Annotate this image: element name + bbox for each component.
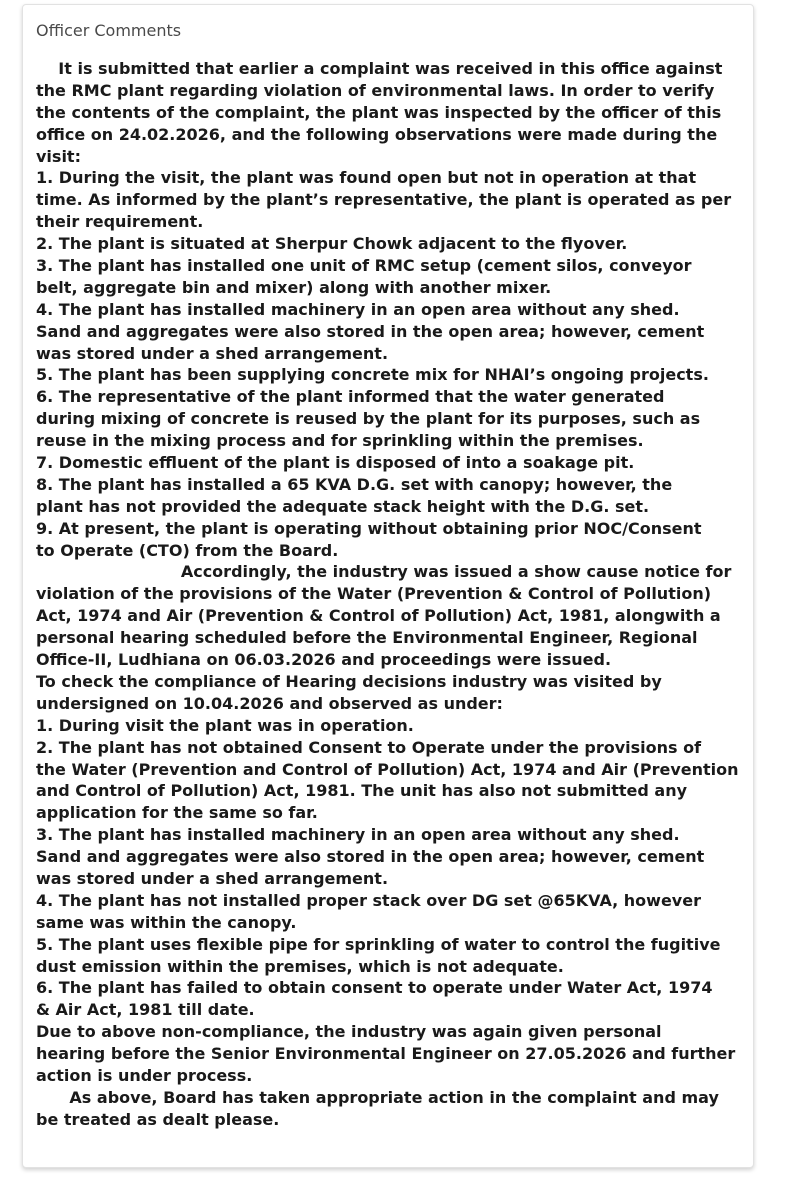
comment-line: time. As informed by the plant’s representative, the plant is operated as per [36,190,732,210]
comment-line: Sand and aggregates were also stored in the open area; however, cement [36,847,705,867]
comment-line: 1. During the visit, the plant was found open but not in operation at that [36,168,697,188]
comment-line: & Air Act, 1981 till date. [36,1000,255,1020]
comment-line: belt, aggregate bin and mixer) along with another mixer. [36,277,552,297]
comment-line: 3. The plant has installed one unit of RMC setup (cement silos, conveyor [36,256,692,276]
comment-line: 1. During visit the plant was in operation. [36,715,414,735]
officer-comments-title: Officer Comments [36,21,182,40]
comment-line: Sand and aggregates were also stored in the open area; however, cement [36,321,705,341]
officer-comments-text [36,58,748,1131]
comment-line: during mixing of concrete is reused by the plant for its purposes, such as [36,409,701,429]
comment-line: and Control of Pollution) Act, 1981. The unit has also not submitted any [36,781,688,801]
comment-line: 7. Domestic effluent of the plant is disposed of into a soakage pit. [36,453,635,473]
comment-line: 3. The plant has installed machinery in an open area without any shed. [36,825,680,845]
comment-line: 5. The plant has been supplying concrete mix for NHAI’s ongoing projects. [36,365,709,385]
comment-line: To check the compliance of Hearing decisions industry was visited by [36,671,662,691]
comment-line: was stored under a shed arrangement. [36,868,389,888]
comment-line: undersigned on 10.04.2026 and observed as under: [36,693,503,713]
comment-line: 6. The plant has failed to obtain consent to operate under Water Act, 1974 [36,978,713,998]
comment-line: 2. The plant has not obtained Consent to Operate under the provisions of [36,737,702,757]
comment-line: action is under process. [36,1065,253,1085]
comment-line: dust emission within the premises, which is not adequate. [36,956,564,976]
comment-line: the RMC plant regarding violation of environmental laws. In order to verify [36,80,715,100]
comment-line: application for the same so far. [36,803,318,823]
comment-line: 4. The plant has installed machinery in an open area without any shed. [36,299,680,319]
comment-line: reuse in the mixing process and for sprinkling within the premises. [36,431,644,451]
officer-comments-card [22,4,754,1168]
comment-line: Due to above non-compliance, the industry was again given personal [36,1022,662,1042]
comment-line: their requirement. [36,212,204,232]
comment-line: same was within the canopy. [36,912,297,932]
comment-line: 5. The plant uses flexible pipe for sprinkling of water to control the fugitive [36,934,721,954]
comment-line: It is submitted that earlier a complaint was received in this office against [36,59,723,78]
comment-line: 4. The plant has not installed proper stack over DG set @65KVA, however [36,890,701,910]
comment-line: As above, Board has taken appropriate action in the complaint and may [36,1087,719,1107]
comment-line: 8. The plant has installed a 65 KVA D.G. set with canopy; however, the [36,474,673,494]
comment-line: Accordingly, the industry was issued a show cause notice for [36,562,732,582]
comment-line: Office-II, Ludhiana on 06.03.2026 and proceedings were issued. [36,650,612,670]
comment-line: 9. At present, the plant is operating without obtaining prior NOC/Consent [36,518,702,538]
comment-line: was stored under a shed arrangement. [36,343,389,363]
comment-line: visit: [36,146,81,166]
comment-line: be treated as dealt please. [36,1109,280,1129]
comment-line: the Water (Prevention and Control of Pollution) Act, 1974 and Air (Prevention [36,759,739,779]
comment-line: the contents of the complaint, the plant was inspected by the officer of this [36,102,722,122]
comment-line: personal hearing scheduled before the Environmental Engineer, Regional [36,628,698,648]
comment-line: Act, 1974 and Air (Prevention & Control of Pollution) Act, 1981, alongwith a [36,606,721,626]
comment-line: hearing before the Senior Environmental Engineer on 27.05.2026 and further [36,1044,736,1064]
comment-line: violation of the provisions of the Water (Prevention & Control of Pollution) [36,584,712,604]
comment-line: plant has not provided the adequate stack height with the D.G. set. [36,496,650,516]
comment-line: 6. The representative of the plant informed that the water generated [36,387,665,407]
comment-line: 2. The plant is situated at Sherpur Chowk adjacent to the flyover. [36,234,628,254]
comment-line: office on 24.02.2026, and the following observations were made during the [36,124,718,144]
comment-line: to Operate (CTO) from the Board. [36,540,339,560]
